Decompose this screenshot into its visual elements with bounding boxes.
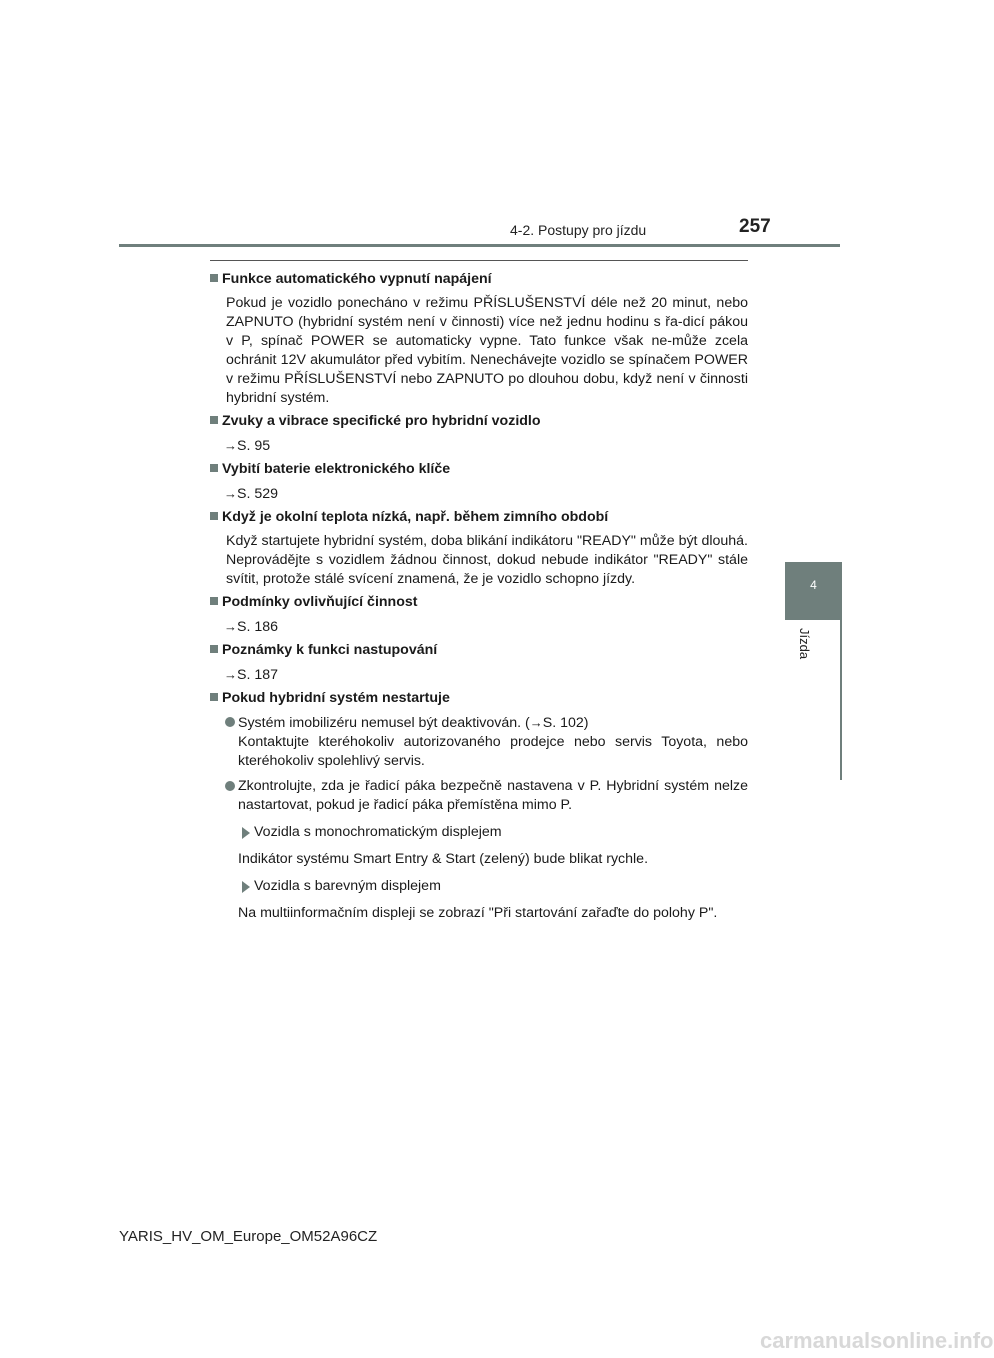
section-title: Když je okolní teplota nízká, např. během zimního období: [210, 508, 748, 528]
document-footer: YARIS_HV_OM_Europe_OM52A96CZ: [119, 1228, 378, 1245]
section-square-icon: [210, 597, 218, 605]
triangle-right-icon: [242, 827, 250, 839]
section-square-icon: [210, 693, 218, 701]
arrow-right-icon: →: [224, 486, 237, 501]
section-title: Zvuky a vibrace specifické pro hybridní vozidlo: [210, 412, 748, 432]
sub-item-text: Na multiinformačním displeji se zobrazí "Při startování zařaďte do polohy P".: [238, 905, 718, 921]
bullet-dot-icon: [225, 717, 235, 727]
section-title: Podmínky ovlivňující činnost: [210, 593, 748, 613]
page-reference[interactable]: S. 102): [542, 715, 589, 731]
header-divider: [119, 244, 840, 247]
chapter-tab-label-wrap: [797, 628, 812, 688]
triangle-right-icon: [242, 881, 250, 893]
chapter-tab-number: 4: [810, 578, 817, 592]
section-square-icon: [210, 274, 218, 282]
arrow-right-icon: →: [224, 619, 237, 634]
page-reference[interactable]: →S. 95: [224, 438, 271, 454]
page-reference[interactable]: →S. 529: [224, 486, 279, 502]
section-title: Poznámky k funkci nastupování: [210, 641, 748, 661]
arrow-right-icon: →: [224, 667, 237, 682]
watermark: carmanualsonline.info: [760, 1328, 994, 1353]
page-reference[interactable]: →S. 187: [224, 667, 279, 683]
sub-item: Vozidla s barevným displejem: [240, 877, 748, 896]
sub-item: Vozidla s monochromatickým displejem: [240, 823, 748, 842]
chapter-tab-rule: [840, 620, 842, 780]
bullet-dot-icon: [225, 781, 235, 791]
section-square-icon: [210, 645, 218, 653]
arrow-right-icon: →: [224, 438, 237, 453]
section-square-icon: [210, 416, 218, 424]
section-text: Pokud je vozidlo ponecháno v režimu PŘÍSLUŠENSTVÍ déle než 20 minut, nebo ZAPNUTO (hybridní systém není v činnosti) více než jednu hodinu s řa-dicí pákou v P, spínač POWER se automaticky vypne. Tato funkce však ne-může zcela ochránit 12V akumulátor před vybitím. Nenechávejte vozidlo se spínačem POWER v režimu PŘÍSLUŠENSTVÍ nebo ZAPNUTO po dlouhou dobu, když není v činnosti hybridní systém.: [226, 295, 748, 406]
bullet-item: [226, 713, 748, 771]
page-number: 257: [739, 216, 771, 237]
content-top-rule: [210, 260, 748, 261]
arrow-right-icon: →: [529, 715, 543, 730]
section-title: Vybití baterie elektronického klíče: [210, 460, 748, 480]
bullet-line: Systém imobilizéru nemusel být deaktivován. (→S. 102): [238, 715, 589, 731]
bullet-text: Kontaktujte kteréhokoliv autorizovaného prodejce nebo servis Toyota, nebo kteréhokoliv spolehlivý servis.: [238, 734, 748, 769]
bullet-item: [226, 777, 748, 815]
section-title: Funkce automatického vypnutí napájení: [210, 270, 748, 290]
section-text: Když startujete hybridní systém, doba blikání indikátoru "READY" může být dlouhá. Neprovádějte s vozidlem žádnou činnost, dokud nebude indikátor "READY" stále svítit, protože stálé svícení znamená, že je vozidlo schopno jízdy.: [226, 533, 748, 587]
chapter-section-title: 4-2. Postupy pro jízdu: [510, 222, 647, 238]
page-content: [210, 266, 748, 927]
section-square-icon: [210, 512, 218, 520]
bullet-text: Zkontrolujte, zda je řadicí páka bezpečně nastavena v P. Hybridní systém nelze nastartovat, pokud je řadicí páka přemístěna mimo P.: [238, 778, 748, 813]
sub-item-text: Indikátor systému Smart Entry & Start (zelený) bude blikat rychle.: [238, 851, 649, 867]
page-reference[interactable]: →S. 186: [224, 619, 279, 635]
section-title: Pokud hybridní systém nestartuje: [210, 689, 748, 709]
chapter-tab-label: Jízda: [797, 628, 812, 660]
section-square-icon: [210, 464, 218, 472]
